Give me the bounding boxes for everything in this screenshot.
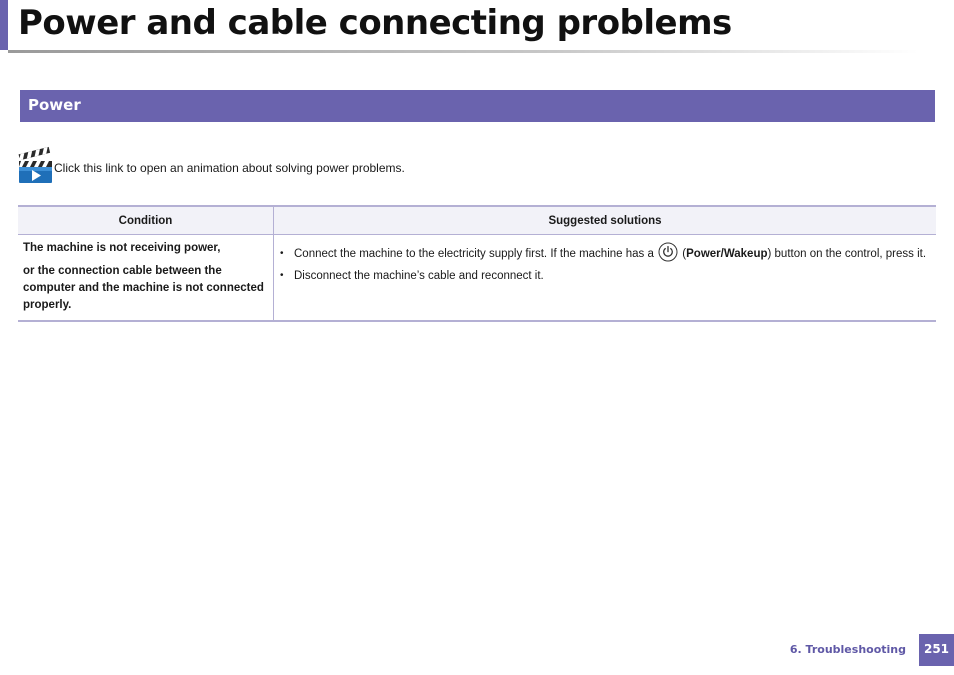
solution-text-end: ) button on the control, press it. xyxy=(767,248,927,260)
condition-header: Condition xyxy=(18,206,274,235)
clapperboard-play-icon xyxy=(18,146,53,186)
animation-link[interactable] xyxy=(18,146,405,186)
left-accent-bar xyxy=(0,0,8,50)
solutions-list xyxy=(280,244,928,286)
condition-text-line2: or the connection cable between the computer and the machine is not connected properly. xyxy=(23,265,264,311)
title-underline xyxy=(8,50,918,53)
footer-section-label: 6. Troubleshooting xyxy=(789,643,906,656)
section-header-bar xyxy=(20,90,935,122)
solution-item: • Disconnect the machine’s cable and reconnect it. xyxy=(280,266,928,286)
section-title: Power xyxy=(28,96,81,114)
power-wakeup-label: Power/Wakeup xyxy=(686,248,768,260)
condition-text-line1: The machine is not receiving power, xyxy=(23,242,221,254)
table-row xyxy=(18,235,936,322)
solution-text: Connect the machine to the electricity supply first. If the machine has a xyxy=(294,248,654,260)
solution-open-paren: ( xyxy=(682,248,687,260)
animation-link-text: Click this link to open an animation about solving power problems. xyxy=(54,161,405,175)
table-header-row xyxy=(18,206,936,235)
solution-item xyxy=(280,244,928,264)
page-number: 251 xyxy=(919,634,954,666)
condition-cell xyxy=(18,235,274,322)
power-icon xyxy=(658,242,678,262)
problem-solution-table xyxy=(18,205,936,322)
solutions-cell xyxy=(274,235,937,322)
page-title: Power and cable connecting problems xyxy=(18,3,732,43)
solutions-header: Suggested solutions xyxy=(274,206,937,235)
